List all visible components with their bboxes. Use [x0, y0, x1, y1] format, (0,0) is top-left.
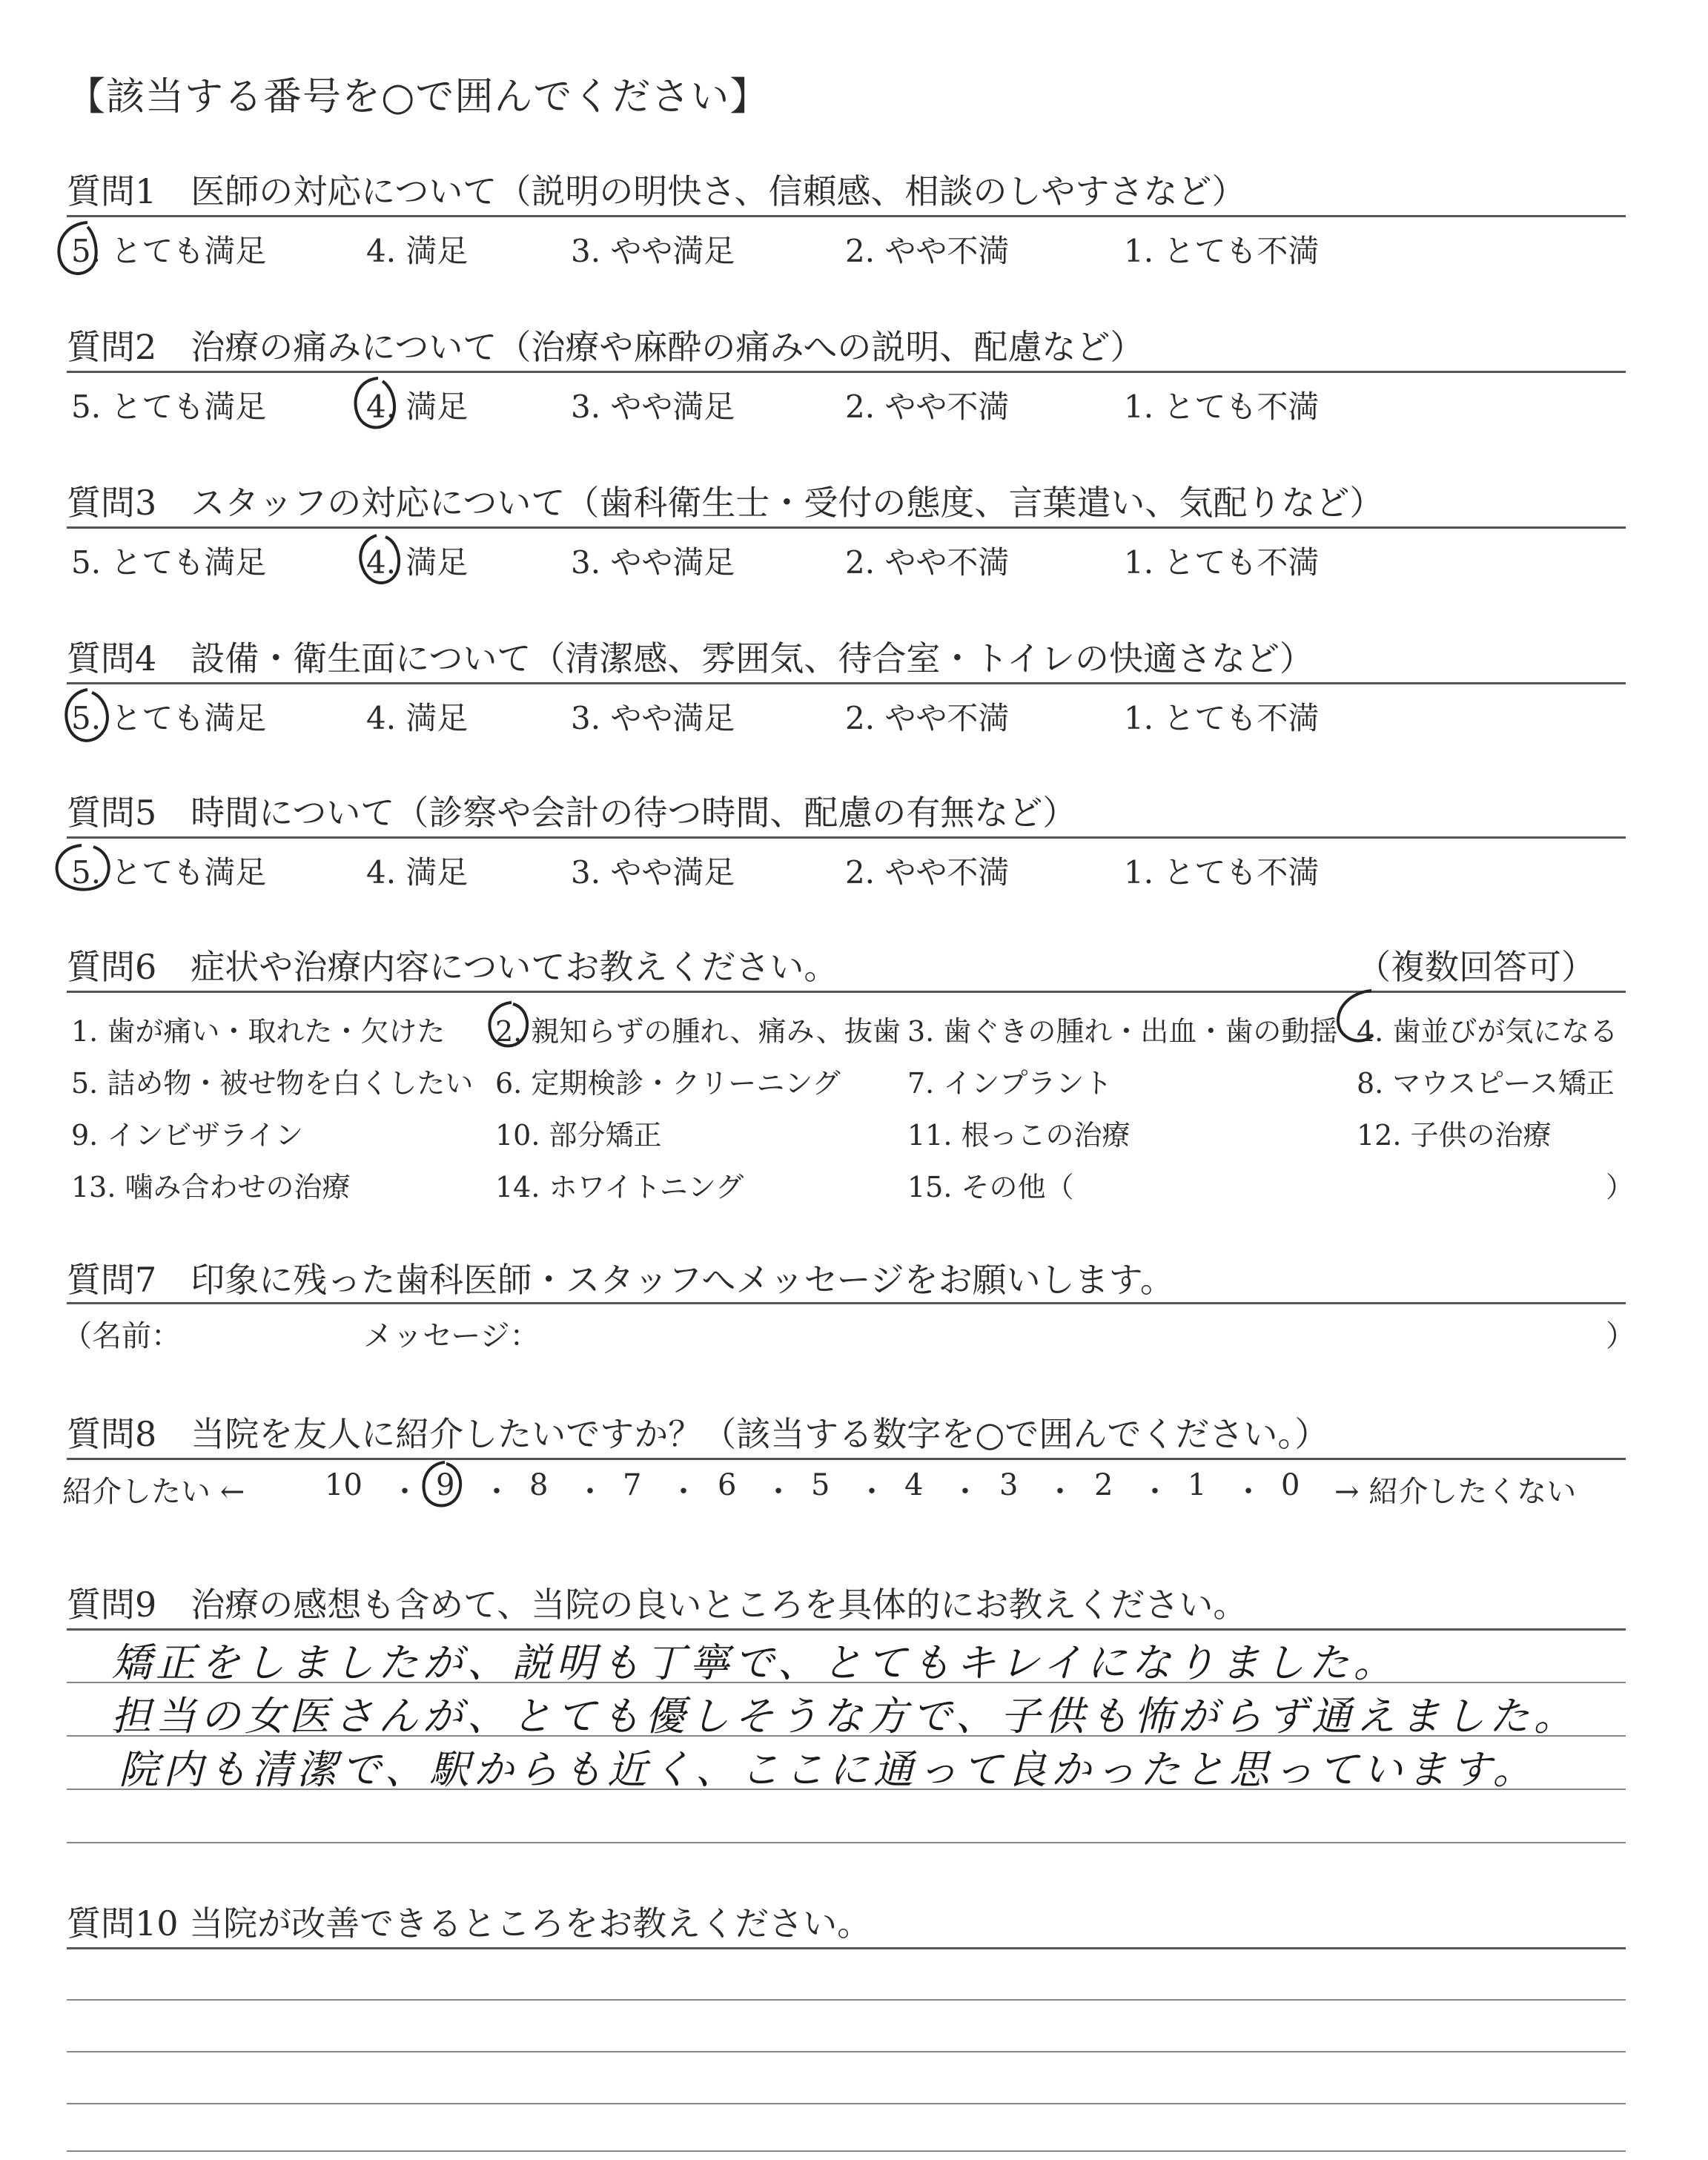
q6-item-5[interactable]: 5. 詰め物・被せ物を白くしたい [71, 1067, 474, 1100]
q8-dot: ・ [1045, 1475, 1075, 1509]
q5-option-5[interactable]: 5. とても満足 [71, 854, 267, 891]
question-8-title: 質問8 当院を友人に紹介したいですか？（該当する数字を○で囲んでください。） [67, 1414, 1329, 1454]
q2-option-5[interactable]: 5. とても満足 [71, 389, 267, 425]
q6-item-11[interactable]: 11. 根っこの治療 [907, 1119, 1131, 1152]
q6-item-8[interactable]: 8. マウスピース矯正 [1357, 1067, 1615, 1100]
q6-item-3[interactable]: 3. 歯ぐきの腫れ・出血・歯の動揺 [907, 1015, 1338, 1048]
question-4-title: 質問4 設備・衛生面について（清潔感、雰囲気、待合室・トイレの快適さなど） [67, 638, 1314, 678]
q6-item-6[interactable]: 6. 定期検診・クリーニング [495, 1067, 841, 1100]
q3-option-5[interactable]: 5. とても満足 [71, 544, 267, 581]
multiple-answers-note: （複数回答可） [1357, 947, 1595, 987]
q8-number-8[interactable]: 8 [529, 1468, 549, 1502]
q8-dot: ・ [669, 1475, 698, 1509]
q7-close: ） [1606, 1319, 1635, 1353]
q4-option-4[interactable]: 4. 満足 [366, 700, 469, 736]
question-5-title: 質問5 時間について（診察や会計の待つ時間、配慮の有無など） [67, 793, 1077, 833]
q8-number-5[interactable]: 5 [811, 1468, 830, 1502]
q1-option-4[interactable]: 4. 満足 [366, 233, 469, 269]
q6-item-2[interactable]: 2. 親知らずの腫れ、痛み、抜歯 [495, 1015, 901, 1048]
q4-option-2[interactable]: 2. やや不満 [845, 700, 1010, 736]
q6-item-1[interactable]: 1. 歯が痛い・取れた・欠けた [71, 1015, 446, 1048]
q8-number-3[interactable]: 3 [999, 1468, 1019, 1502]
q8-dot: ・ [1140, 1475, 1170, 1509]
q8-dot: ・ [1234, 1475, 1263, 1509]
q9-answer-line-3: 院内も清潔で、駅からも近く、ここに通って良かったと思っています。 [119, 1746, 1537, 1793]
q8-number-10[interactable]: 10 [325, 1468, 363, 1502]
q3-circle-4 [360, 535, 399, 583]
q6-item-13[interactable]: 13. 噛み合わせの治療 [71, 1171, 351, 1203]
q8-number-7[interactable]: 7 [623, 1468, 642, 1502]
q8-left-label: 紹介したい ← [62, 1475, 245, 1509]
q6-circle-2 [489, 1003, 527, 1046]
q1-option-1[interactable]: 1. とても不満 [1124, 233, 1320, 269]
q8-number-1[interactable]: 1 [1188, 1468, 1207, 1502]
q3-option-4[interactable]: 4. 満足 [366, 544, 469, 581]
q1-option-5[interactable]: 5. とても満足 [71, 233, 267, 269]
q8-dot: ・ [482, 1475, 512, 1509]
q9-answer-line-2: 担当の女医さんが、とても優しそうな方で、子供も怖がらず通えました。 [111, 1693, 1578, 1740]
q6-item-14[interactable]: 14. ホワイトニング [495, 1171, 744, 1203]
q6-item-4[interactable]: 4. 歯並びが気になる [1357, 1015, 1618, 1048]
q4-circle-5 [66, 690, 107, 741]
q8-dot: ・ [857, 1475, 887, 1509]
q6-item-9[interactable]: 9. インビザライン [71, 1119, 304, 1152]
form-header: 【該当する番号を○で囲んでください】 [67, 75, 769, 119]
q4-option-3[interactable]: 3. やや満足 [571, 700, 735, 736]
q8-right-label: → 紹介したくない [1334, 1475, 1577, 1509]
question-6-title: 質問6 症状や治療内容についてお教えください。 [67, 947, 838, 987]
q8-number-6[interactable]: 6 [718, 1468, 737, 1502]
q4-option-5[interactable]: 5. とても満足 [71, 700, 267, 736]
q6-item-7[interactable]: 7. インプラント [907, 1067, 1113, 1100]
q8-number-0[interactable]: 0 [1281, 1468, 1300, 1502]
q8-circle-9 [424, 1462, 461, 1506]
q5-option-4[interactable]: 4. 満足 [366, 854, 469, 891]
q1-option-3[interactable]: 3. やや満足 [571, 233, 735, 269]
q9-answer-line-1: 矯正をしましたが、説明も丁寧で、とてもキレイになりました。 [111, 1639, 1398, 1686]
question-7-title: 質問7 印象に残った歯科医師・スタッフへメッセージをお願いします。 [67, 1260, 1174, 1300]
q4-option-1[interactable]: 1. とても不満 [1124, 700, 1320, 736]
q8-number-4[interactable]: 4 [904, 1468, 924, 1502]
q8-number-9[interactable]: 9 [436, 1468, 455, 1502]
q6-item-12[interactable]: 12. 子供の治療 [1357, 1119, 1552, 1152]
q2-option-1[interactable]: 1. とても不満 [1124, 389, 1320, 425]
question-1-title: 質問1 医師の対応について（説明の明快さ、信頼感、相談のしやすさなど） [67, 171, 1246, 211]
q5-option-1[interactable]: 1. とても不満 [1124, 854, 1320, 891]
q7-message-label: メッセージ： [363, 1319, 540, 1353]
q8-dot: ・ [575, 1475, 605, 1509]
q3-option-2[interactable]: 2. やや不満 [845, 544, 1010, 581]
q8-dot: ・ [764, 1475, 793, 1509]
q2-circle-4 [356, 378, 394, 427]
q6-circle-4 [1338, 991, 1373, 1041]
q8-dot: ・ [390, 1475, 420, 1509]
question-2-title: 質問2 治療の痛みについて（治療や麻酔の痛みへの説明、配慮など） [67, 327, 1145, 367]
q2-option-3[interactable]: 3. やや満足 [571, 389, 735, 425]
q8-dot: ・ [950, 1475, 980, 1509]
q6-item-10[interactable]: 10. 部分矯正 [495, 1119, 662, 1152]
q6-item-15[interactable]: 15. その他（ [907, 1171, 1074, 1203]
question-3-title: 質問3 スタッフの対応について（歯科衛生士・受付の態度、言葉遣い、気配りなど） [67, 483, 1384, 523]
q5-option-2[interactable]: 2. やや不満 [845, 854, 1010, 891]
q3-option-1[interactable]: 1. とても不満 [1124, 544, 1320, 581]
question-10-title: 質問10 当院が改善できるところをお教えください。 [67, 1903, 872, 1943]
q2-option-4[interactable]: 4. 満足 [366, 389, 469, 425]
q2-option-2[interactable]: 2. やや不満 [845, 389, 1010, 425]
q5-circle-5 [57, 845, 109, 890]
q5-option-3[interactable]: 3. やや満足 [571, 854, 735, 891]
q8-number-2[interactable]: 2 [1094, 1468, 1113, 1502]
q7-name-label: （名前： [62, 1319, 181, 1353]
q3-option-3[interactable]: 3. やや満足 [571, 544, 735, 581]
q1-option-2[interactable]: 2. やや不満 [845, 233, 1010, 269]
question-9-title: 質問9 治療の感想も含めて、当院の良いところを具体的にお教えください。 [67, 1585, 1248, 1625]
q1-circle-5 [59, 222, 96, 274]
q6-item-15-close: ） [1606, 1171, 1635, 1203]
